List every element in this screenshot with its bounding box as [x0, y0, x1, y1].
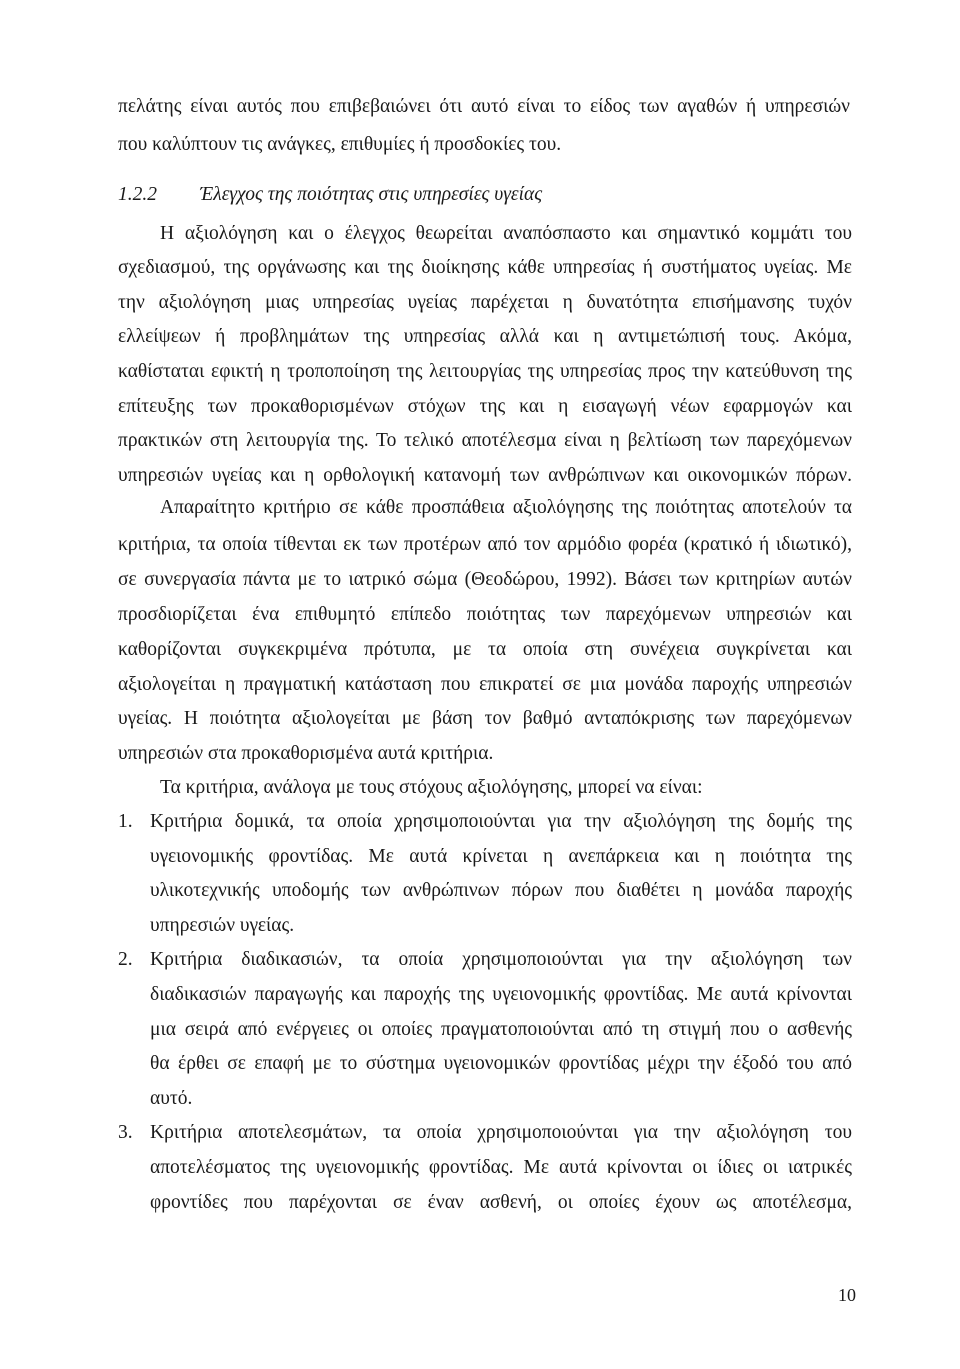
section-heading-number: 1.2.2 [118, 184, 157, 205]
list-item-line: φροντίδες που παρέχονται σε έναν ασθενή, οι οποίες έχουν ως αποτέλεσμα, [150, 1192, 852, 1213]
text-line: επίτευξης των προκαθορισμένων στόχων της και η εισαγωγή νέων εφαρμογών και [118, 396, 852, 417]
text-line: Απαραίτητο κριτήριο σε κάθε προσπάθεια αξιολόγησης της ποιότητας αποτελούν τα [160, 497, 852, 518]
list-item-line: υπηρεσιών υγείας. [150, 915, 295, 936]
text-line: ελλείψεων ή προβλημάτων της υπηρεσίας αλλά και η αντιμετώπισή τους. Ακόμα, [118, 326, 852, 347]
list-intro: Τα κριτήρια, ανάλογα με τους στόχους αξιολόγησης, μπορεί να είναι: [160, 777, 703, 798]
section-heading-title: Έλεγχος της ποιότητας στις υπηρεσίες υγείας [200, 184, 543, 205]
list-item-line: υγειονομικής φροντίδας. Με αυτά κρίνεται η ανεπάρκεια και η ποιότητα της [150, 846, 852, 867]
text-line: καθορίζονται συγκεκριμένα πρότυπα, με τα οποία στη συνέχεια συγκρίνεται και [118, 639, 852, 660]
text-line: καθίσταται εφικτή η τροποποίηση της λειτουργίας της υπηρεσίας προς την κατεύθυνση της [118, 361, 852, 382]
text-line: Η αξιολόγηση και ο έλεγχος θεωρείται αναπόσπαστο και σημαντικό κομμάτι του [160, 223, 852, 244]
text-line: σχεδιασμού, της οργάνωσης και της διοίκησης κάθε υπηρεσίας ή συστήματος υγείας. Με [118, 257, 852, 278]
text-line: σε συνεργασία πάντα με το ιατρικό σώμα (Θεοδώρου, 1992). Βάσει των κριτηρίων αυτών [118, 569, 852, 590]
text-line: κριτήρια, τα οποία τίθενται εκ των προτέρων από τον αρμόδιο φορέα (κρατικό ή ιδιωτικό), [118, 534, 852, 555]
list-item-line: θα έρθει σε επαφή με το σύστημα υγειονομικών φροντίδας μέχρι την έξοδό του από [150, 1053, 852, 1074]
list-item-line: αυτό. [150, 1088, 193, 1109]
text-line: υπηρεσιών υγείας και η ορθολογική κατανομή των ανθρώπινων και οικονομικών πόρων. [118, 465, 852, 486]
text-line: που καλύπτουν τις ανάγκες, επιθυμίες ή προσδοκίες του. [118, 134, 562, 155]
list-item-line: Κριτήρια δομικά, τα οποία χρησιμοποιούνται για την αξιολόγηση της δομής της [150, 811, 852, 832]
text-line: πρακτικών στη λειτουργία της. Το τελικό αποτέλεσμα είναι η βελτίωση των παρεχόμενων [118, 430, 852, 451]
list-item-line: υλικοτεχνικής υποδομής των ανθρώπινων πόρων που διαθέτει η μονάδα παροχής [150, 880, 852, 901]
list-item-line: διαδικασιών παραγωγής και παροχής της υγειονομικής φροντίδας. Με αυτά κρίνονται [150, 984, 852, 1005]
list-item-number: 2. [118, 949, 133, 970]
text-line: υπηρεσιών στα προκαθορισμένα αυτά κριτήρια. [118, 743, 494, 764]
list-item-line: Κριτήρια αποτελεσμάτων, τα οποία χρησιμοποιούνται για την αξιολόγηση του [150, 1122, 852, 1143]
page-number: 10 [838, 1285, 856, 1305]
list-item-line: Κριτήρια διαδικασιών, τα οποία χρησιμοποιούνται για την αξιολόγηση των [150, 949, 852, 970]
list-item-line: μια σειρά από ενέργειες οι οποίες πραγματοποιούνται από τη στιγμή που ο ασθενής [150, 1019, 852, 1040]
list-item-number: 3. [118, 1122, 133, 1143]
list-item-number: 1. [118, 811, 133, 832]
text-line: υγείας. Η ποιότητα αξιολογείται με βάση τον βαθμό ανταπόκρισης των παρεχόμενων [118, 708, 852, 729]
text-line: πελάτης είναι αυτός που επιβεβαιώνει ότι αυτό είναι το είδος των αγαθών ή υπηρεσιών [118, 96, 850, 117]
text-line: την αξιολόγηση μιας υπηρεσίας υγείας παρέχεται η δυνατότητα επισήμανσης τυχόν [118, 292, 852, 313]
list-item-line: αποτελέσματος της υγειονομικής φροντίδας. Με αυτά κρίνονται οι ίδιες οι ιατρικές [150, 1157, 852, 1178]
text-line: προσδιορίζεται ένα επιθυμητό επίπεδο ποιότητας των παρεχόμενων υπηρεσιών και [118, 604, 852, 625]
text-line: αξιολογείται η πραγματική κατάσταση που επικρατεί σε μια μονάδα παροχής υπηρεσιών [118, 674, 852, 695]
